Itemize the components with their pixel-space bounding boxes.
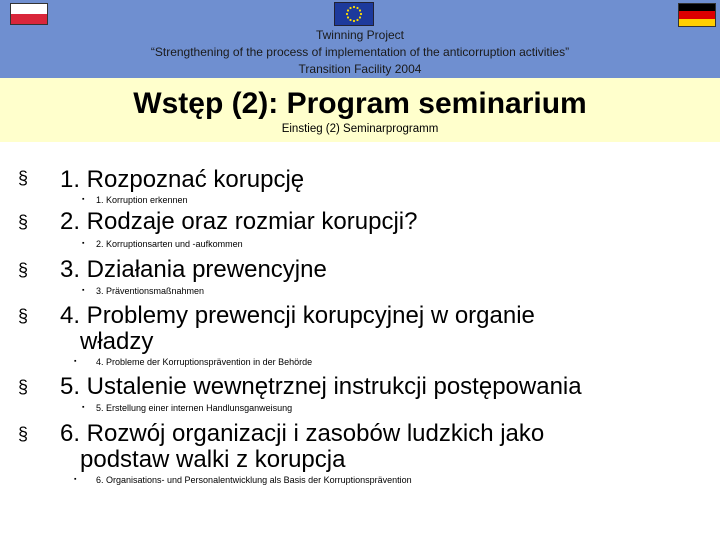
- agenda-item-main: 4. Problemy prewencji korupcyjnej w organie: [60, 302, 535, 329]
- agenda-item-sub: 5. Erstellung einer internen Handlunsganweisung: [96, 403, 293, 413]
- sub-bullet-marker: ▪: [74, 476, 77, 483]
- germany-flag-icon: [678, 3, 716, 27]
- sub-bullet-marker: ▪: [82, 287, 85, 294]
- eu-flag-icon: [334, 2, 374, 26]
- sub-bullet-marker: ▪: [82, 196, 85, 203]
- header-line-3: Transition Facility 2004: [298, 62, 422, 76]
- project-header: [0, 0, 720, 78]
- agenda-item-main: 6. Rozwój organizacji i zasobów ludzkich jako: [60, 420, 545, 447]
- sub-bullet-marker: ▪: [74, 358, 77, 365]
- agenda-item-sub: 6. Organisations- und Personalentwicklung als Basis der Korruptionsprävention: [96, 475, 412, 485]
- bullet-marker: §: [18, 424, 29, 444]
- agenda-item-main: 5. Ustalenie wewnętrznej instrukcji postępowania: [60, 373, 582, 400]
- agenda-item-sub: 4. Probleme der Korruptionsprävention in der Behörde: [96, 357, 313, 367]
- agenda-item-main: 1. Rozpoznać korupcję: [60, 166, 305, 193]
- bullet-marker: §: [18, 306, 29, 326]
- slide-subtitle: Einstieg (2) Seminarprogramm: [281, 123, 439, 135]
- slide-title: Wstęp (2): Program seminarium: [133, 87, 587, 120]
- agenda-item-main-continued: władzy: [80, 328, 154, 355]
- bullet-marker: §: [18, 377, 29, 397]
- agenda-item-sub: 3. Präventionsmaßnahmen: [96, 286, 205, 296]
- header-line-2: “Strengthening of the process of implementation of the anticorruption activities”: [150, 45, 570, 59]
- agenda-item-sub: 1. Korruption erkennen: [96, 195, 188, 205]
- bullet-marker: §: [18, 168, 29, 188]
- poland-flag-icon: [10, 3, 48, 25]
- sub-bullet-marker: ▪: [82, 240, 85, 247]
- bullet-marker: §: [18, 260, 29, 280]
- agenda-item-sub: 2. Korruptionsarten und -aufkommen: [96, 239, 243, 249]
- header-line-1: Twinning Project: [315, 28, 405, 42]
- bullet-marker: §: [18, 212, 29, 232]
- sub-bullet-marker: ▪: [82, 404, 85, 411]
- agenda-item-main: 3. Działania prewencyjne: [60, 256, 327, 283]
- agenda-item-main: 2. Rodzaje oraz rozmiar korupcji?: [60, 208, 418, 235]
- agenda-item-main-continued: podstaw walki z korupcja: [80, 446, 346, 473]
